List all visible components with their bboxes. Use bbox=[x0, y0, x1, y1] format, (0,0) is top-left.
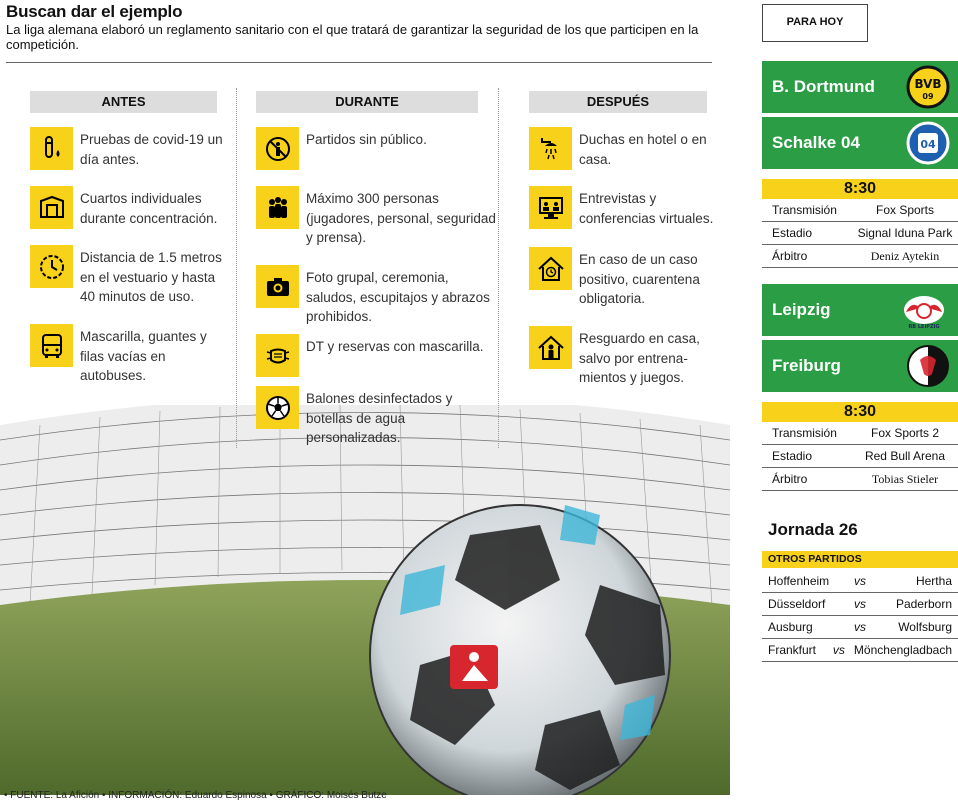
bvb-logo-year: 09 bbox=[922, 92, 934, 101]
list-item: Resguardo en casa, salvo por entrena-mientos y juegos. bbox=[529, 326, 719, 388]
column-divider bbox=[498, 88, 499, 448]
list-item: Entrevistas y conferencias virtuales. bbox=[529, 186, 719, 229]
heading-antes: ANTES bbox=[30, 91, 217, 113]
home-clock-icon bbox=[529, 247, 572, 290]
team-away-banner: Schalke 04 04 bbox=[762, 117, 958, 169]
s04-logo-lettering: 04 bbox=[920, 138, 936, 151]
team-home-banner: B. Dortmund BVB 09 bbox=[762, 61, 958, 113]
dortmund-logo-icon bbox=[906, 65, 950, 109]
ball-icon bbox=[256, 386, 299, 429]
credits-footer: • FUENTE: La Afición • INFORMACIÓN: Eduardo Espinosa • GRÁFICO: Moisés Butze bbox=[4, 790, 387, 801]
list-item: DT y reservas con mascarilla. bbox=[256, 334, 496, 377]
fixture-row: Düsseldorf vs Paderborn bbox=[762, 593, 958, 616]
list-item: Pruebas de covid-19 un día antes. bbox=[30, 127, 230, 170]
jornada-title: Jornada 26 bbox=[768, 520, 858, 539]
match-time: 8:30 bbox=[762, 179, 958, 199]
info-row: Transmisión Fox Sports bbox=[762, 199, 958, 222]
test-tube-icon bbox=[30, 127, 73, 170]
info-row: Árbitro Deniz Aytekin bbox=[762, 245, 958, 268]
fixture-row: Frankfurt vs Mönchengladbach bbox=[762, 639, 958, 662]
info-row: Transmisión Fox Sports 2 bbox=[762, 422, 958, 445]
group-icon bbox=[256, 186, 299, 229]
bvb-logo-lettering: BVB bbox=[914, 77, 942, 91]
room-icon bbox=[30, 186, 73, 229]
clock-icon bbox=[30, 245, 73, 288]
videoconference-icon bbox=[529, 186, 572, 229]
list-item: Mascarilla, guantes y filas vacías en autobuses. bbox=[30, 324, 230, 386]
list-item: Foto grupal, ceremonia, saludos, escupitajos y abrazos prohibidos. bbox=[256, 265, 496, 327]
column-divider bbox=[236, 88, 237, 448]
leipzig-logo-icon bbox=[894, 288, 954, 332]
schalke-logo-icon bbox=[906, 121, 950, 165]
freiburg-logo-icon bbox=[906, 344, 950, 388]
info-row: Árbitro Tobias Stieler bbox=[762, 468, 958, 491]
heading-durante: DURANTE bbox=[256, 91, 478, 113]
otros-partidos-label: OTROS PARTIDOS bbox=[762, 551, 958, 568]
rb-logo-lettering: RB LEIPZIG bbox=[908, 324, 940, 330]
para-hoy-label: PARA HOY bbox=[762, 4, 868, 42]
heading-despues: DESPUÉS bbox=[529, 91, 707, 113]
camera-icon bbox=[256, 265, 299, 308]
info-row: Estadio Red Bull Arena bbox=[762, 445, 958, 468]
list-item: En caso de un caso positivo, cuarentena obligatoria. bbox=[529, 247, 719, 309]
team-away-banner: Freiburg bbox=[762, 340, 958, 392]
mask-icon bbox=[256, 334, 299, 377]
bus-icon bbox=[30, 324, 73, 367]
list-item: Máximo 300 personas (jugadores, personal, seguridad y prensa). bbox=[256, 186, 496, 248]
team-home-banner: Leipzig RB LEIPZIG bbox=[762, 284, 958, 336]
page-subtitle: La liga alemana elaboró un reglamento sanitario con el que tratará de garantizar la seguridad de los que participen en la competición. bbox=[6, 22, 699, 52]
home-person-icon bbox=[529, 326, 572, 369]
page-title: Buscan dar el ejemplo bbox=[6, 2, 183, 21]
list-item: Duchas en hotel o en casa. bbox=[529, 127, 719, 170]
no-public-icon bbox=[256, 127, 299, 170]
fixture-row: Ausburg vs Wolfsburg bbox=[762, 616, 958, 639]
header-divider bbox=[6, 62, 712, 63]
list-item: Distancia de 1.5 metros en el vestuario y hasta 40 minutos de uso. bbox=[30, 245, 230, 307]
shower-icon bbox=[529, 127, 572, 170]
list-item: Balones desinfectados y botellas de agua personalizadas. bbox=[256, 386, 496, 448]
stadium-illustration bbox=[0, 405, 730, 795]
list-item: Partidos sin público. bbox=[256, 127, 496, 170]
match-time: 8:30 bbox=[762, 402, 958, 422]
fixture-row: Hoffenheim vs Hertha bbox=[762, 570, 958, 593]
info-row: Estadio Signal Iduna Park bbox=[762, 222, 958, 245]
list-item: Cuartos individuales durante concentración. bbox=[30, 186, 230, 229]
